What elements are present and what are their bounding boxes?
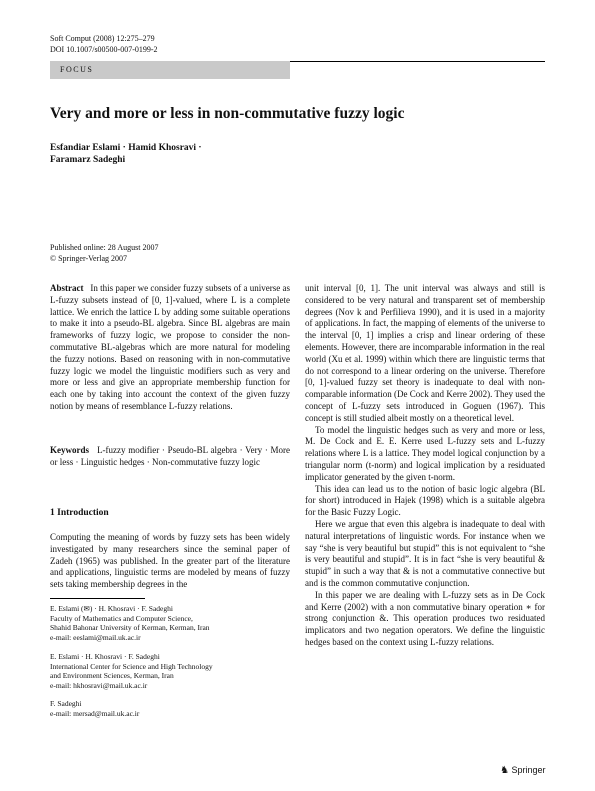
aff2-line-1: E. Eslami · H. Khosravi · F. Sadeghi — [50, 652, 160, 661]
right-column — [305, 283, 545, 649]
keywords-text: L-fuzzy modifier · Pseudo-BL algebra · Very · More or less · Linguistic hedges · Non-commutative fuzzy logic — [50, 445, 290, 467]
abstract-text: In this paper we consider fuzzy subsets of a universe as L-fuzzy subsets instead of [0, 1]-valued, where L is a complete lattice. We enrich the lattice L by adding some suitable operations to make it into a pseudo-BL algebra. Since BL algebras are main frameworks of fuzzy logic, we propose to consider the non-commutative BL-algebras which are more natural for modeling the fuzzy notions. Based on reasoning with in non-commutative fuzzy logic we model the linguistic modifiers such as very and more or less and give an appropriate membership function for each one by taking into account the context of the given fuzzy notion by means of resemblance L-fuzzy relations. — [50, 283, 291, 411]
affiliation-1 — [50, 604, 290, 642]
publisher-name: Springer — [511, 765, 546, 775]
header-rule — [290, 61, 545, 62]
right-paragraph-3: This idea can lead us to the notion of basic logic algebra (BL for short) introduced in Hajek (1998) which is a suitable algebra for the Basic Fuzzy Logic. — [305, 483, 545, 518]
abstract — [50, 283, 290, 413]
aff1-line-1: E. Eslami (✉) · H. Khosravi · F. Sadeghi — [50, 604, 173, 613]
right-paragraph-4: Here we argue that even this algebra is inadequate to deal with natural interpretations of linguistic words. For instance when we say “she is very beautiful but stupid” this is not equivalent to “she is very beautiful and stupid”. It is in fact “she is very beautiful & stupid” in such a way that & is not a commutative connective but and is the common commutative conjunction. — [305, 518, 545, 588]
aff2-email[interactable]: e-mail: hkhosravi@mail.uk.ac.ir — [50, 680, 148, 690]
publisher-logo — [500, 765, 546, 776]
aff1-line-3: Shahid Bahonar University of Kerman, Kerman, Iran — [50, 623, 210, 633]
springer-horse-icon: ♞ — [500, 765, 509, 776]
section-label: FOCUS — [50, 61, 290, 79]
aff3-email[interactable]: e-mail: mersad@mail.uk.ac.ir — [50, 708, 140, 718]
aff2-line-3: and Environment Sciences, Kerman, Iran — [50, 671, 174, 681]
affiliation-2 — [50, 652, 290, 690]
article-title: Very and more or less in non-commutative fuzzy logic — [50, 105, 405, 122]
footnote-rule — [50, 598, 145, 599]
introduction-text — [50, 532, 290, 592]
authors-line-2: Faramarz Sadeghi — [50, 155, 126, 165]
section-heading-introduction: 1 Introduction — [50, 508, 109, 518]
right-paragraph-1: unit interval [0, 1]. The unit interval was always and still is considered to be very natural and transparent set of membership degrees (Nov k and Perfilieva 1990), and it is used in a majority of applications. In fact, the mapping of elements of the universe to the interval [0, 1] implies a crisp and linear ordering of these elements. However, there are incomparable information in the real world (Xu et al. 1999) within which there are linguistic terms that do not correspond to a linear ordering on the universe. Therefore [0, 1]-valued fuzzy set theory is inadequate to deal with non-comparable information (De Cock and Kerre 2002). They used the concept of L-fuzzy sets introduced in Goguen (1967). This concept is still studied albeit mostly on a theoretical level. — [305, 283, 545, 423]
right-paragraph-2: To model the linguistic hedges such as very and more or less, M. De Cock and E. E. Kerre used L-fuzzy sets and L-fuzzy relations where L is a lattice. They model logical conjunction by a triangular norm (t-norm) and logical implication by a residuated implicator generated by the given t-norm. — [305, 424, 545, 482]
journal-citation — [50, 33, 158, 55]
authors-line-1: Esfandiar Eslami · Hamid Khosravi · — [50, 143, 202, 153]
keywords-label: Keywords — [50, 445, 89, 455]
doi: DOI 10.1007/s00500-007-0199-2 — [50, 45, 158, 54]
affiliation-3 — [50, 699, 290, 718]
copyright: © Springer-Verlag 2007 — [50, 253, 128, 263]
published-date: Published online: 28 August 2007 — [50, 243, 159, 252]
aff1-email[interactable]: e-mail: eeslami@mail.uk.ac.ir — [50, 632, 141, 642]
aff2-line-2: International Center for Science and High Technology — [50, 661, 213, 671]
intro-paragraph: Computing the meaning of words by fuzzy sets has been widely investigated by many researchers since the seminal paper of Zadeh (1965) was published. In the greater part of the literature and applications, linguistic terms are modeled by means of fuzzy sets taking membership degrees in the — [50, 532, 290, 590]
aff3-line-1: F. Sadeghi — [50, 699, 82, 708]
aff1-line-2: Faculty of Mathematics and Computer Science, — [50, 613, 193, 623]
right-paragraph-5: In this paper we are dealing with L-fuzzy sets as in De Cock and Kerre (2002) with a non commutative binary operation ∗ for strong conjunction &. This operation produces two residuated implicators and two negation operators. We define the linguistic hedges based on the context using L-fuzzy relations. — [305, 589, 545, 647]
author-list — [50, 142, 350, 166]
journal-volume: Soft Comput (2008) 12:275–279 — [50, 34, 155, 43]
abstract-label: Abstract — [50, 283, 84, 293]
keywords — [50, 445, 290, 469]
publication-info — [50, 243, 158, 264]
